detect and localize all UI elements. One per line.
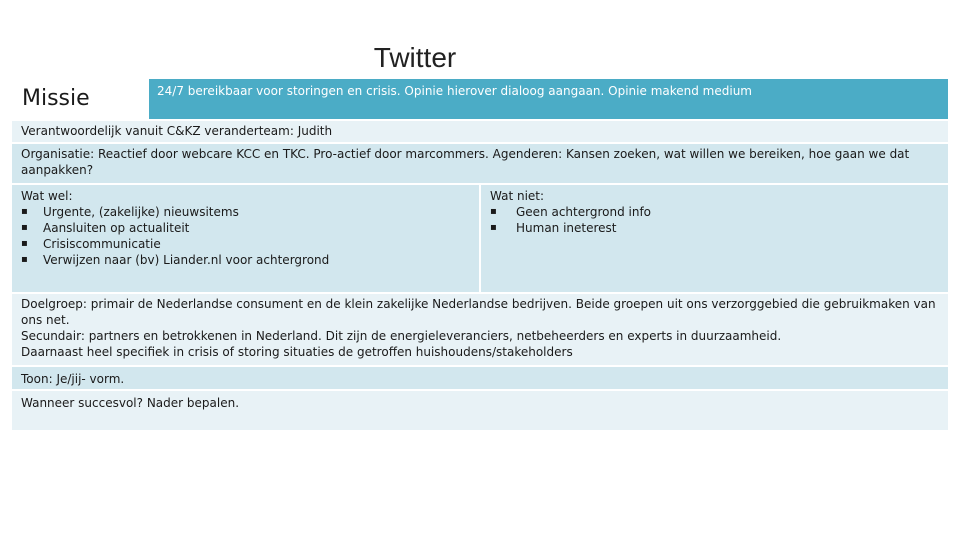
toon-row: Toon: Je/jij- vorm. (12, 367, 948, 389)
doelgroep-crisis: Daarnaast heel specifiek in crisis of storing situaties de getroffen huishoudens/stakeholders (21, 345, 573, 359)
wat-niet-list (490, 204, 948, 236)
list-item: ▪ Geen achtergrond info (490, 204, 948, 220)
succes-row: Wanneer succesvol? Nader bepalen. (12, 391, 948, 430)
verantwoordelijk-row: Verantwoordelijk vanuit C&KZ veranderteam: Judith (12, 121, 948, 142)
doelgroep-secundair: Secundair: partners en betrokkenen in Nederland. Dit zijn de energieleveranciers, netbeheerders en experts in duurzaamheid. (21, 329, 782, 343)
list-item: ▪ Verwijzen naar (bv) Liander.nl voor achtergrond (21, 252, 479, 268)
wat-niet-heading: Wat niet: (490, 189, 545, 203)
missie-text: 24/7 bereikbaar voor storingen en crisis. Opinie hierover dialoog aangaan. Opinie makend medium (149, 79, 948, 119)
wat-wel-list (21, 204, 479, 268)
wat-wel-heading: Wat wel: (21, 189, 73, 203)
doelgroep-row (12, 294, 948, 365)
missie-label: Missie (12, 79, 147, 119)
list-item: ▪ Crisiscommunicatie (21, 236, 479, 252)
organisatie-row: Organisatie: Reactief door webcare KCC en TKC. Pro-actief door marcommers. Agenderen: Kansen zoeken, wat willen we bereiken, hoe gaan we dat aanpakken? (12, 144, 948, 183)
wat-wel-cell (12, 185, 479, 292)
slide-title: Twitter (373, 42, 457, 73)
wat-niet-cell (481, 185, 948, 292)
list-item: ▪ Aansluiten op actualiteit (21, 220, 479, 236)
doelgroep-primair: Doelgroep: primair de Nederlandse consument en de klein zakelijke Nederlandse bedrijven. Beide groepen uit ons verzorggebied die gebruikmaken van ons net. (21, 297, 936, 327)
list-item: ▪ Human ineterest (490, 220, 948, 236)
list-item: ▪ Urgente, (zakelijke) nieuwsitems (21, 204, 479, 220)
